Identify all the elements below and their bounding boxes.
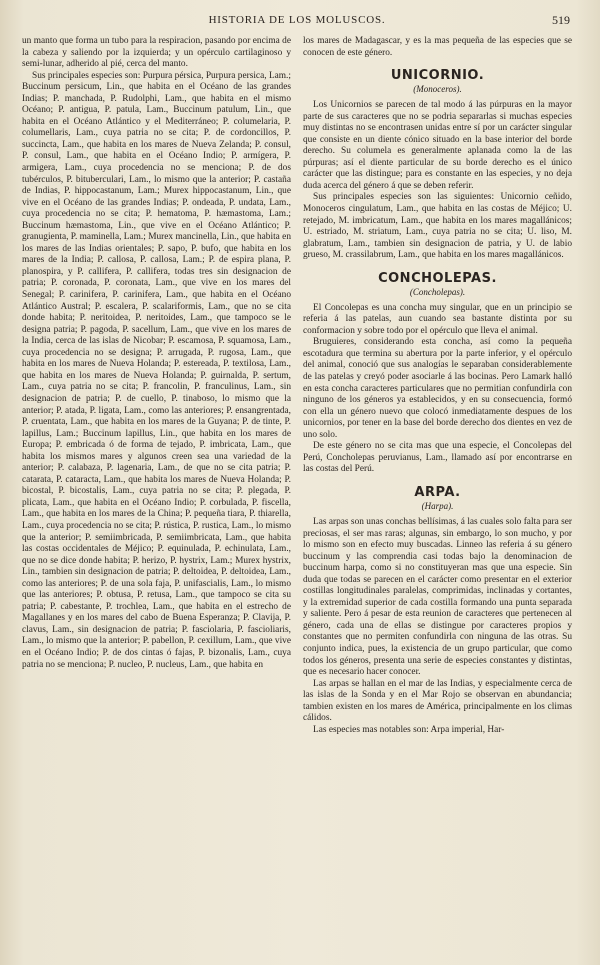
left-column xyxy=(22,36,291,736)
paragraph: Las arpas se hallan en el mar de las Indias, y especialmente cerca de las islas de la Sonda y en el Mar Rojo se observan en abundancia; tambien existen en los mares de América, principalmente en los climas cálidos. xyxy=(303,678,572,724)
section-subtitle-unicornio: (Monoceros). xyxy=(413,84,462,95)
paragraph: El Concolepas es una concha muy singular, que en un principio se referia á las patelas, aun cuando sea bastante distinta por su conformacion y sobre todo por el opérculo que lleva el animal. xyxy=(303,302,572,336)
section-title-arpa: ARPA. xyxy=(414,484,461,500)
section-title-concholepas: CONCHOLEPAS. xyxy=(378,270,497,286)
paragraph: un manto que forma un tubo para la respiracion, pasando por encima de la cabeza y saliendo por la izquierda; y un opérculo cartilaginoso y semi-lunar, adherido al pié, cerca del manto. xyxy=(22,36,291,70)
paragraph: Bruguieres, considerando esta concha, así como la pequeña escotadura que termina su abertura por la parte inferior, y el opérculo del animal, conoció que sus analogías le separaban considerablemente de las patelas y creyó poder asociarle á las bocinas. Pero Lamark halló en esta concha caracteres particulares que no permitian confundirla con ninguno de los géneros ya establecidos, y en su consecuencia, formó con ella un género nuevo que colocó inmediatamente despues de los unicornios, por tener en la base del borde derecho dos dientes en vez de uno solo. xyxy=(303,337,572,440)
paragraph: Los Unicornios se parecen de tal modo á las púrpuras en la mayor parte de sus caracteres que no se podria separarlas si muchas especies muy distintas no se encontrasen unidas entre sí por un carácter singular que consiste en un diente cónico situado en la base interior del borde derecho. Su columela es generalmente aplanada como la de las púrpuras; así el diente particular de su borde derecho es el único carácter que las distingue; para es constante en las especies, y no deja duda acerca del género á que se deben referir. xyxy=(303,100,572,191)
right-column xyxy=(303,36,572,736)
section-subtitle-arpa: (Harpa). xyxy=(421,500,454,511)
paragraph: los mares de Madagascar, y es la mas pequeña de las especies que se conocen de este género. xyxy=(303,36,572,58)
section-title-unicornio: UNICORNIO. xyxy=(390,68,485,84)
page-number: 519 xyxy=(552,13,570,27)
paragraph: Sus principales especies son las siguientes: Unicornio ceñido, Monoceros cingulatum, Lam., que habita en las costas de Méjico; U. retejado, M. imbricatum, Lam., que habita en los mares magallánicos; U. estriado, M. striatum, Lam., cuya patria no se cita; U. liso, M. glabratum, Lam., tambien sin designacion de patria, y U. de labio grueso, M. crassilabrum, Lam., que habita en los mares magallánicos. xyxy=(303,192,572,261)
running-head xyxy=(22,14,572,32)
paragraph: De este género no se cita mas que una especie, el Concolepas del Perú, Concholepas peruvianus, Lam., llamado así por encontrarse en las costas del Perú. xyxy=(303,441,572,475)
running-title: HISTORIA DE LOS MOLUSCOS. xyxy=(208,14,386,26)
section-subtitle-concholepas: (Concholepas). xyxy=(409,286,466,297)
paragraph: Las especies mas notables son: Arpa imperial, Har- xyxy=(313,724,505,735)
paragraph: Sus principales especies son: Purpura pérsica, Purpura persica, Lam.; Buccinum persicum, Lin., que habita en el Océano de las grandes Indias; P. manchada, P. Rudolphi, Lam., que habita en el mismo Océano; P. antigua, P. patula, Lam., Buccinum patulum, Lin., que habita en el Océano Atlántico y el Mediterráneo; P. columelaria, P. columellaris, Lam., cuya patria no se cita; P. de cordoncillos, P. succincta, Lam., que habita en los mares de Nueva Zelanda; P. consul, P. consul, Lam., que habita en el Océano Indio; P. armígera, P. armigera, Lam., cuya procedencia no se menciona; P. de dos tubérculos, P. bituberculari, Lam., lo mismo que la anterior; P. castaña de Indias, P. hippocastanum, Lam.; Murex hippocastanum, Lin., que vive en el Océano de las grandes Indias; P. ondeada, P. undata, Lam., cuya procedencia no se cita; P. hematoma, P. hæmastoma, Lam.; Buccinum hæmastoma, Lin., que vive en el Océano Atlántico; P. granugienta, P. maminella, Lam.; Murex mancinella, Lin., que habita en los mares de las Indias orientales; P. sapo, P. bufo, que habita en los mares de la India; P. callosa, P. callosa, Lam.; P. de espira plana, P. planospira, y P. callifera, P. callifera, todas tres sin designacion de patria; P. coronada, P. coronata, Lam., que vive en los mares del Senegal; P. carinifera, P. carinifera, Lam., que habita en el Océano Atlántico Austral; P. escalera, P. scalariformis, Lam., que no se cita donde habita; P. neritoidea, P. neritoides, Lam., que tampoco se le designa patria; P. pagoda, P. sacellum, Lam., que vive en los mares de la India, cerca de las islas de Nicobar; P. escamosa, P. squamosa, Lam., cuya procedencia no se designa; P. arrugada, P. rugosa, Lam., que habita en los mares de Nueva Holanda; P. estereada, P. textilosa, Lam., que habita en los mares de Nueva Holanda; P. guirnalda, P. sertum, Lam., cuya patria no se cita; P. francolin, P. franculinus, Lam., sin designacion de patria; P. de cuello, P. tinaboso, lo mismo que la anterior; P. atada, P. ligata, Lam., como las anteriores; P. ensangrentada, P. cruentata, Lam., que habita en los mares de la Guyana; P. de tinte, P. lapillus, Lam.; Buccinum lapillus, Lin., que habita en los mares de Europa; P. embricada ó de forma de tejado, P. imbricata, Lam., que habita los mismos mares y algunos creen sea una variedad de la anterior; P. calabaza, P. lagenaria, Lam., de que no se cita patria; P. catarata, P. cataracta, Lam., que habita los mares de Nueva Holanda; P. bicostal, P. bicostalis, Lam., cuya patria no se cita; P. plegada, P. plicata, Lam., que habita en el Océano Indio; P. corbulada, P. fiscella, Lam., que habita en los mares de la China; P. pequeña tiara, P. thiarella, Lam., cuya procedencia no se cita; P. rústica, P. rustica, Lam., lo mismo que la anterior; P. semiimbricada, P. semiimbricata, Lam., que habita las costas occidentales de Méjico; P. equinulada, P. echinulata, Lam., que no se dice donde habita; P. herizo, P. hystrix, Lam.; Murex hystrix, Lin., tambien sin designacion de patria; P. deltoidea, P. deltoidea, Lam., como las anteriores; P. de una sola faja, P. unifascialis, Lam., lo mismo que las anteriores; P. obtusa, P. retusa, Lam., que tampoco se cita su patria; P. cabestante, P. trochlea, Lam., que habita en el estrecho de Magallanes y en los mares del cabo de Buena Esperanza; P. Clavija, P. clavus, Lam., sin designacion de patria; P. fasciolaria, P. fascioliaris, Lam., lo mismo que la anterior; P. pabellon, P. cexillum, Lam., que vive en el Océano Indio; P. de dos cintas ó fajas, P. bizonalis, Lam., cuya patria no se menciona; P. nucleo, P. nucleus, Lam., que habita en xyxy=(22,70,291,670)
text-columns xyxy=(22,36,572,736)
paragraph: Las arpas son unas conchas bellísimas, á las cuales solo falta para ser preciosas, el ser mas raras; algunas, sin embargo, lo son mucho, y por lo mismo son en efecto muy buscadas. Linneo las referia á su género buccinum y las comprendia casi todas bajo la denominacion de buccinum harpa, como si no constituyeran mas que una especie. Sin duda que todas se parecen en el carácter como presentar en el exterior costillas longitudinales paralelas, comprimidas, inclinadas y cortantes, y la extremidad superior de cada costilla formando una punta separada y saliente. Pero á pesar de esta reunion de caracteres que pertenecen al género, cada una de ellas se distingue por caracteres propios y constantes que no permiten confundirla con ninguna de las otras. Su conjunto indica, pues, la existencia de un grupo particular, que como todos los géneros, presenta una serie de especies constantes y distintas, que es necesario hacer conocer. xyxy=(303,516,572,678)
